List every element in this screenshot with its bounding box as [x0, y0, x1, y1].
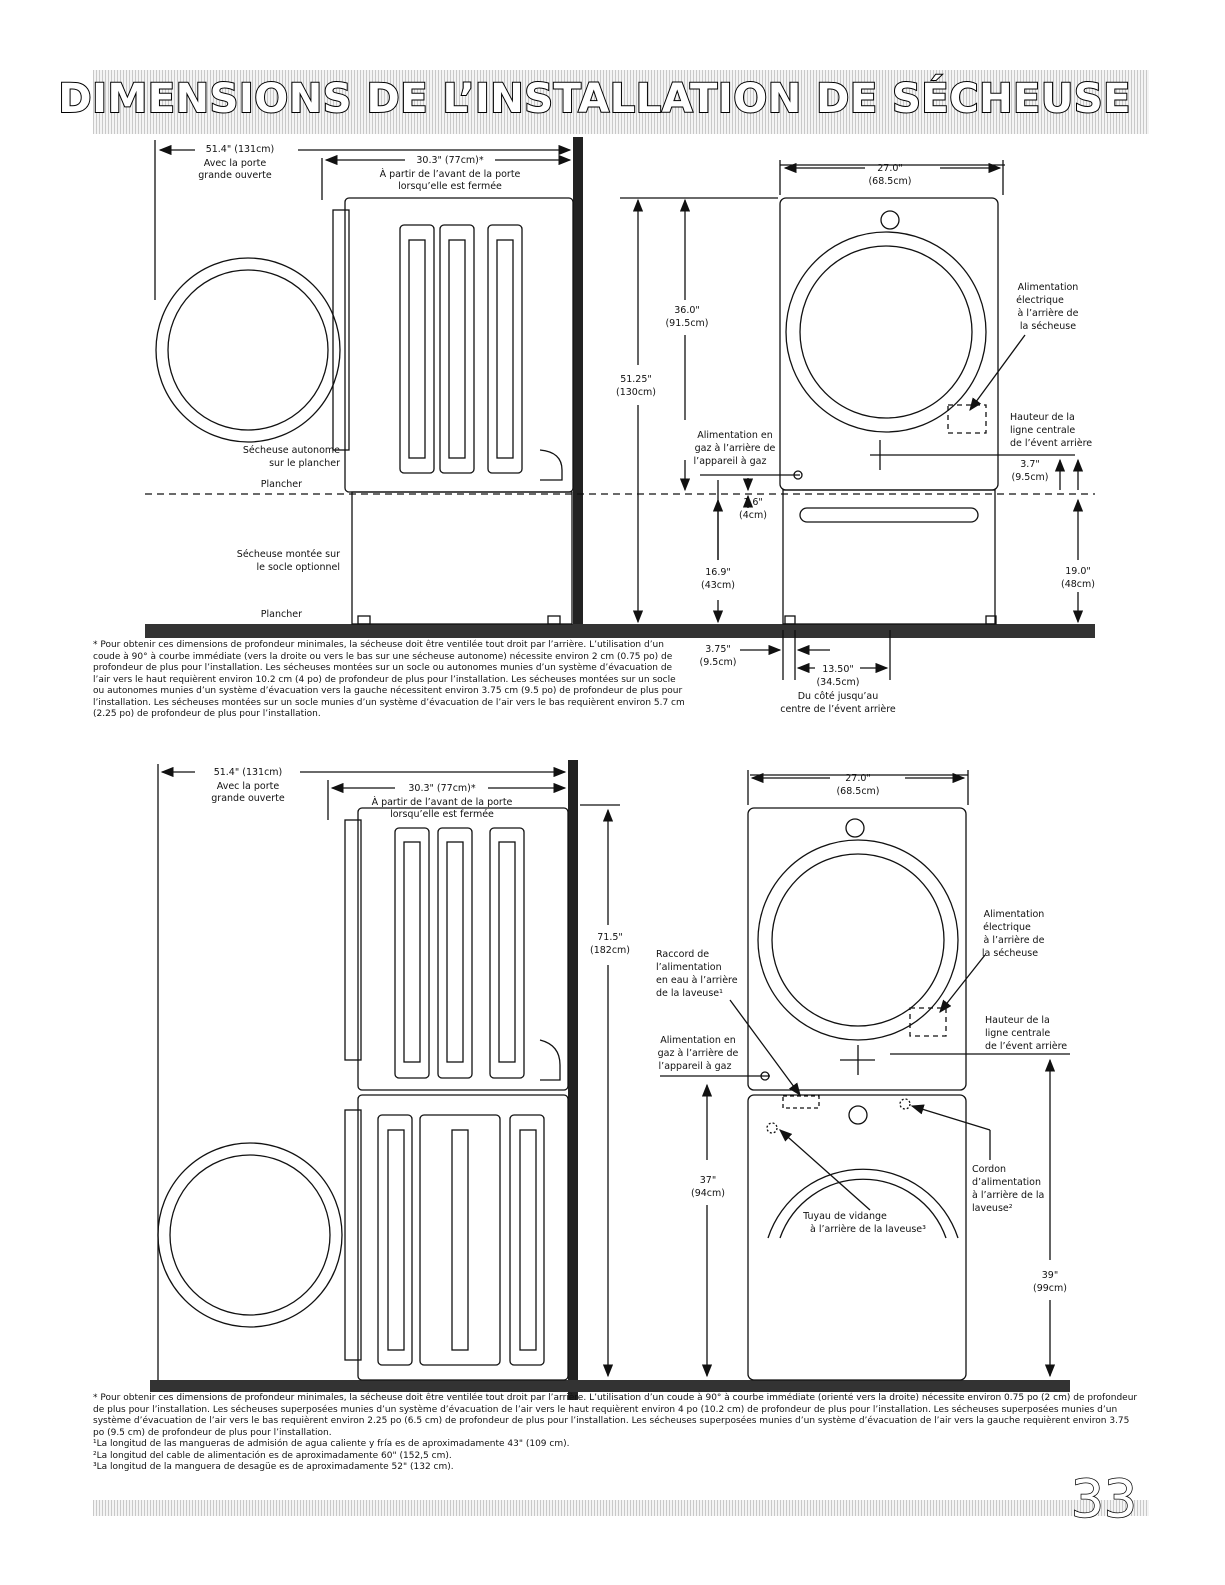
top-gas-2: gaz à l’arrière de: [694, 443, 776, 454]
top-vent-1: Hauteur de la: [1010, 412, 1075, 423]
top-floor-dryer-1: Sécheuse autonome: [242, 445, 340, 456]
bottom-water-3: en eau à l’arrière: [656, 975, 738, 986]
footer-band: [93, 1500, 1149, 1516]
top-h19: 19.0": [1065, 566, 1091, 577]
top-side-2: centre de l’évent arrière: [780, 704, 896, 715]
top-d375: 3.75": [705, 644, 731, 655]
top-h36: 36.0": [674, 305, 700, 316]
bottom-vent-2: ligne centrale: [985, 1028, 1051, 1039]
top-floor-label: Plancher: [260, 479, 302, 490]
top-front-dryer: [780, 198, 998, 624]
top-gas-1: Alimentation en: [697, 430, 773, 441]
bottom-front-stack: [748, 808, 966, 1380]
bottom-gas-3: l’appareil à gaz: [658, 1061, 732, 1072]
top-h37: 3.7": [1020, 459, 1040, 470]
bottom-depth-text-1: À partir de l’avant de la porte: [371, 797, 513, 808]
bottom-drain-1: Tuyau de vidange: [803, 1211, 887, 1222]
top-depth-text-1: À partir de l’avant de la porte: [379, 169, 521, 180]
bottom-footnotes: [93, 1393, 1138, 1474]
top-width-cm: (68.5cm): [868, 176, 912, 187]
bottom-gas-1: Alimentation en: [660, 1035, 736, 1046]
bottom-gas-2: gaz à l’arrière de: [657, 1048, 739, 1059]
top-d375-cm: (9.5cm): [699, 657, 737, 668]
top-h19-cm: (48cm): [1061, 579, 1095, 590]
top-elec-4: la sécheuse: [1019, 321, 1077, 332]
bottom-h715: 71.5": [597, 932, 623, 943]
bottom-depth-dim: 30.3" (77cm)*: [408, 783, 476, 794]
bottom-elec-1: Alimentation: [983, 909, 1045, 920]
bottom-cord-4: laveuse²: [972, 1203, 1013, 1214]
top-h16-cm: (4cm): [739, 510, 767, 521]
top-ped-dryer-2: le socle optionnel: [256, 562, 340, 573]
page-title: DIMENSIONS DE L’INSTALLATION DE SÉCHEUSE: [58, 76, 1131, 122]
bottom-h37in: 37": [699, 1175, 717, 1186]
bottom-note-1: ¹La longitud de las mangueras de admisión de agua caliente y fría es de aproximadamente 43" (109 cm).: [93, 1439, 570, 1449]
bottom-elec-2: électrique: [983, 922, 1031, 933]
top-door-text-1: Avec la porte: [203, 158, 267, 169]
top-d135-cm: (34.5cm): [816, 677, 860, 688]
top-wall: [573, 137, 583, 637]
bottom-note-2: ²La longitud del cable de alimentación es de aproximadamente 60" (152,5 cm).: [93, 1450, 452, 1461]
top-width: 27.0": [877, 163, 903, 174]
bottom-side-stack: [158, 808, 568, 1380]
top-elec-1: Alimentation: [1017, 282, 1079, 293]
top-h5125: 51.25": [620, 374, 652, 385]
top-h36-cm: (91.5cm): [665, 318, 709, 329]
bottom-note-3: ³La longitud de la manguera de desagüe es de aproximadamente 52" (132 cm).: [93, 1462, 454, 1472]
top-d135: 13.50": [822, 664, 854, 675]
top-footnote: [93, 640, 688, 721]
top-depth-text-2: lorsqu’elle est fermée: [398, 181, 502, 192]
top-h16: 1.6": [743, 497, 763, 508]
bottom-vent-3: de l’évent arrière: [985, 1041, 1068, 1052]
top-side-1: Du côté jusqu’au: [797, 691, 879, 702]
top-side-dryer: [156, 198, 573, 624]
bottom-door-text-2: grande ouverte: [211, 793, 285, 804]
bottom-door-text-1: Avec la porte: [216, 781, 280, 792]
bottom-h37in-cm: (94cm): [691, 1188, 725, 1199]
bottom-width-cm: (68.5cm): [836, 786, 880, 797]
bottom-cord-3: à l’arrière de la: [972, 1190, 1045, 1201]
top-vent-2: ligne centrale: [1010, 425, 1076, 436]
top-ped-dryer-1: Sécheuse montée sur: [236, 549, 340, 560]
top-depth-dim: 30.3" (77cm)*: [416, 155, 484, 166]
top-h5125-cm: (130cm): [615, 387, 657, 398]
bottom-water-1: Raccord de: [656, 949, 710, 960]
top-vent-3: de l’évent arrière: [1010, 438, 1093, 449]
bottom-h39: 39": [1041, 1270, 1059, 1281]
top-door-text-2: grande ouverte: [198, 170, 272, 181]
bottom-floor: [150, 1380, 1070, 1392]
bottom-h39-cm: (99cm): [1033, 1283, 1067, 1294]
top-h169-cm: (43cm): [701, 580, 735, 591]
bottom-water-2: l’alimentation: [656, 962, 722, 973]
top-floor-label-2: Plancher: [260, 609, 302, 620]
top-h169: 16.9": [705, 567, 731, 578]
bottom-elec-4: la sécheuse: [981, 948, 1039, 959]
bottom-water-4: de la laveuse¹: [656, 988, 723, 999]
top-floor-dryer-2: sur le plancher: [269, 458, 340, 469]
top-footnote-text: * Pour obtenir ces dimensions de profondeur minimales, la sécheuse doit être ventilée tout droit par l’arrière. L’utilisation d’un coude à 90° à courbe immédiate (vers la droite ou vers le bas sur une sécheuse autonome) nécessite environ 2 cm (0.75 po) de profondeur de plus pour l’installation. Les sécheuses montées sur un socle ou autonomes munies d’un système d’évacuation de l’air vers le haut requièrent environ 10.2 cm (4 po) de profondeur de plus pour l’installation. Les sécheuses montées sur un socle ou autonomes munies d’un système d’évacuation vers la gauche nécessitent environ 3.75 cm (9.5 po) de profondeur de plus pour l’installation. Les sécheuses montées sur un socle munies d’un système d’évacuation de l’air vers le bas requièrent environ 5.7 cm (2.25 po) de profondeur de plus pour l’installation.: [93, 640, 685, 719]
top-h37-cm: (9.5cm): [1011, 472, 1049, 483]
bottom-depth-text-2: lorsqu’elle est fermée: [390, 809, 494, 820]
bottom-width: 27.0": [845, 773, 871, 784]
bottom-door-dim: 51.4" (131cm): [213, 767, 283, 778]
bottom-drain-2: à l’arrière de la laveuse³: [810, 1224, 926, 1235]
top-door-dim: 51.4" (131cm): [205, 144, 275, 155]
bottom-footnote-text: * Pour obtenir ces dimensions de profondeur minimales, la sécheuse doit être ventilée tout droit par l’arrière. L’utilisation d’un coude à 90° à courbe immédiate (orienté vers la droite) nécessite environ 0.75 po (2 cm) de profondeur de plus pour l’installation. Les sécheuses superposées munies d’un système d’évacuation de l’air vers le haut requièrent environ 4 po (10.2 cm) de profondeur de plus pour l’installation. Les sécheuses superposées munies d’un système d’évacuation de l’air vers le bas requièrent environ 2.25 po (6.5 cm) de profondeur de plus pour l’installation. Les sécheuses superposées munies d’un système d’évacuation de l’air vers la gauche requièrent environ 3.75 po (9.5 cm) de profondeur de plus pour l’installation.: [93, 1393, 1138, 1438]
page-number: 33: [1070, 1470, 1137, 1530]
bottom-wall: [568, 760, 578, 1400]
bottom-vent-1: Hauteur de la: [985, 1015, 1050, 1026]
bottom-h715-cm: (182cm): [589, 945, 631, 956]
top-floor: [145, 624, 1095, 638]
bottom-cord-2: d’alimentation: [972, 1177, 1042, 1188]
bottom-elec-3: à l’arrière de: [983, 935, 1045, 946]
top-gas-3: l’appareil à gaz: [693, 456, 767, 467]
bottom-cord-1: Cordon: [972, 1164, 1007, 1175]
top-elec-2: électrique: [1016, 295, 1064, 306]
top-elec-3: à l’arrière de: [1017, 308, 1079, 319]
